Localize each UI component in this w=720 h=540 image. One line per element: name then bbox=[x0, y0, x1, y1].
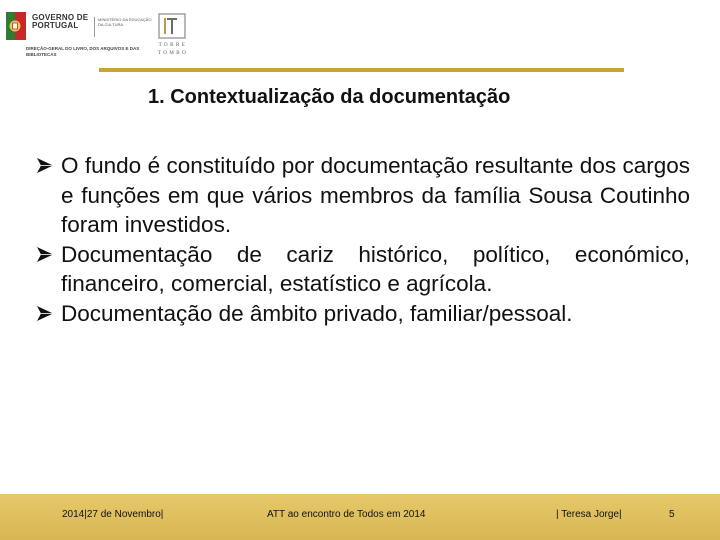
footer-author: | Teresa Jorge| bbox=[556, 509, 622, 520]
arrow-bullet-icon bbox=[36, 305, 55, 322]
footer-event: ATT ao encontro de Todos em 2014 bbox=[267, 509, 426, 520]
arrow-bullet-icon bbox=[36, 157, 55, 174]
title-rule bbox=[99, 68, 624, 72]
footer-date: 2014|27 de Novembro| bbox=[62, 509, 164, 520]
portugal-shield-icon bbox=[6, 12, 26, 40]
header-logos bbox=[6, 10, 206, 62]
gov-logo-text: GOVERNO DE PORTUGAL bbox=[32, 13, 89, 30]
bullet-text: Documentação de âmbito privado, familiar/pessoal. bbox=[61, 300, 573, 326]
footer-bar bbox=[0, 494, 720, 540]
dglab-text: DIREÇÃO-GERAL DO LIVRO, DOS ARQUIVOS E DAS BIBLIOTECAS bbox=[26, 46, 140, 57]
arrow-bullet-icon bbox=[36, 246, 55, 263]
bullet-list bbox=[36, 151, 690, 328]
bullet-text: Documentação de cariz histórico, político, económico, financeiro, comercial, estatístico e agrícola. bbox=[61, 241, 690, 296]
page-number: 5 bbox=[669, 509, 675, 520]
torre-tombo-logo-icon bbox=[156, 12, 188, 40]
bullet-item bbox=[36, 299, 690, 329]
bullet-item bbox=[36, 240, 690, 299]
ministry-text: MINISTÉRIO DA EDUCAÇÃO DA CULTURA bbox=[94, 17, 154, 37]
torre-tombo-text: TORRE TOMBO bbox=[157, 43, 189, 56]
bullet-item bbox=[36, 151, 690, 240]
slide-title: 1. Contextualização da documentação bbox=[148, 86, 511, 108]
bullet-text: O fundo é constituído por documentação resultante dos cargos e funções em que vários membros da família Sousa Coutinho foram investidos. bbox=[61, 153, 690, 237]
